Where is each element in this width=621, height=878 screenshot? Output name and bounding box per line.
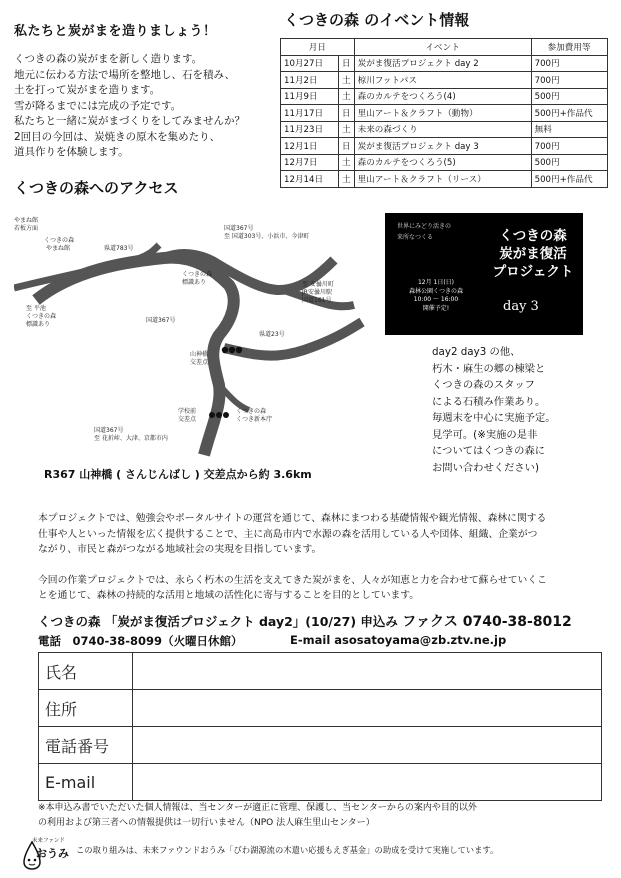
svg-text:学校前: 学校前 <box>178 408 197 415</box>
event-fee: 500円+作品代 <box>531 171 607 188</box>
header-event: イベント <box>354 39 531 56</box>
poster-info-line: 開催予定! <box>422 304 450 312</box>
logo-small-text: 未来ファンド <box>32 838 65 844</box>
fund-logo <box>22 836 70 872</box>
svg-text:交差点: 交差点 <box>190 359 209 366</box>
side-note <box>432 344 610 476</box>
svg-text:交差点: 交差点 <box>178 416 197 423</box>
apply-text: くつきの森 「炭がま復活プロジェクト day2」(10/27) 申込み <box>38 614 398 629</box>
name-field[interactable] <box>133 653 602 690</box>
svg-text:至 安曇川町: 至 安曇川町 <box>302 281 334 288</box>
event-name: 未来の森づくり <box>354 121 531 138</box>
side-note-line: お問い合わせください) <box>432 461 539 474</box>
event-day: 土 <box>339 171 355 188</box>
event-name: 森のカルテをつくろう(4) <box>354 88 531 105</box>
form-row-name <box>39 653 602 690</box>
svg-text:至 平池 <box>26 304 46 312</box>
privacy-line: の利用および第三者への情報提供は一切行いません（NPO 法人麻生里山センター） <box>38 817 375 828</box>
side-note-line: 朽木・麻生の郷の棟梁と <box>432 362 546 375</box>
event-date: 12月1日 <box>281 138 339 155</box>
side-note-line: くつきの森のスタッフ <box>432 379 535 391</box>
form-label-phone: 電話番号 <box>39 727 133 764</box>
event-date: 11月17日 <box>281 105 339 122</box>
access-map <box>14 210 366 458</box>
privacy-line: ※本申込み書でいただいた個人情報は、当センターが適正に管理、保護し、当センターからの案内や目的以外 <box>38 803 477 813</box>
event-date: 11月9日 <box>281 88 339 105</box>
event-row <box>281 105 608 122</box>
event-name: 炭がま復活プロジェクト day 3 <box>354 138 531 155</box>
svg-text:標識あり: 標識あり <box>26 321 51 328</box>
map-label-wakaita: 若板方面 <box>14 225 39 232</box>
event-fee: 無料 <box>531 121 607 138</box>
form-row-phone <box>39 727 602 764</box>
svg-text:JR安曇川駅: JR安曇川駅 <box>302 289 332 296</box>
poster-title-line: 炭がま復活 <box>499 246 567 262</box>
project-line: 今回の作業プロジェクトでは、永らく朽木の生活を支えてきた炭がまを、人々が知恵と力を合わせて蘇らせていくこ <box>38 574 547 586</box>
poster-title-line: プロジェクト <box>492 264 574 280</box>
event-name: 里山アート＆クラフト（動物） <box>354 105 531 122</box>
map-label-yamane: やまね館 <box>14 217 39 224</box>
event-fee: 700円 <box>531 55 607 72</box>
intro-line: 私たちと一緒に炭がまづくりをしてみませんか？ <box>14 115 245 127</box>
intro-line: 雪が降るまでには完成の予定です。 <box>14 99 182 112</box>
event-fee: 500円+作品代 <box>531 105 607 122</box>
poster-title <box>485 227 581 281</box>
svg-text:くつきの森: くつきの森 <box>182 271 213 278</box>
event-row <box>281 121 608 138</box>
project-line: ながり、市民と森がつながる地域社会の実現を目指しています。 <box>38 544 322 555</box>
email-field[interactable] <box>133 764 602 801</box>
project-line: 本プロジェクトでは、勉強会やポータルサイトの運営を通じて、森林にまつわる基礎情報や観光情報、森林に関する <box>38 513 547 524</box>
svg-text:くつきの森: くつきの森 <box>236 408 267 415</box>
intro-line: 2回目の今回は、炭焼きの原木を集めたり、 <box>14 130 221 143</box>
event-fee: 700円 <box>531 72 607 89</box>
privacy-notice <box>38 801 608 830</box>
svg-text:標識あり: 標識あり <box>182 279 207 286</box>
side-note-line: 毎週末を中心に実施予定。 <box>432 412 556 424</box>
svg-text:やまね館: やまね館 <box>46 245 71 252</box>
event-day: 日 <box>339 138 355 155</box>
event-name: 森のカルテをつくろう(5) <box>354 154 531 171</box>
svg-text:くつきの森: くつきの森 <box>26 313 57 320</box>
project-line: 仕事や人といった情報を広く提供することで、主に高島市内で水源の森を活用している人や団体、組織、企業がつ <box>38 528 538 540</box>
tel-number: 電話 0740-38-8099（火曜日休館） <box>38 634 243 648</box>
address-field[interactable] <box>133 690 602 727</box>
event-day: 土 <box>339 72 355 89</box>
event-row <box>281 154 608 171</box>
svg-text:至 国道303号、小浜市、今津町: 至 国道303号、小浜市、今津町 <box>224 233 310 240</box>
event-row <box>281 55 608 72</box>
event-day: 土 <box>339 154 355 171</box>
event-date: 12月14日 <box>281 171 339 188</box>
intersection-dot <box>223 412 229 418</box>
events-header-row <box>281 39 608 56</box>
intro-body <box>14 52 276 161</box>
intersection-dot <box>236 347 242 353</box>
intro-line: 地元に伝わる方法で場所を整地し、石を積み、 <box>14 68 236 81</box>
map-label-pref783: 県道783号 <box>104 245 134 252</box>
event-row <box>281 72 608 89</box>
intersection-dot <box>222 347 228 353</box>
event-name: 椋川フットパス <box>354 72 531 89</box>
poster-day: day 3 <box>503 299 539 314</box>
road-pref-23 <box>224 322 362 356</box>
svg-text:県道23号 <box>259 330 285 338</box>
intro-title: 私たちと炭がまを造りましょう！ <box>14 24 217 39</box>
events-title: くつきの森 のイベント情報 <box>284 11 470 29</box>
project-line: とを通じて、森林の持続的な活用と地域の活性化に寄与することを目的としています。 <box>38 590 420 601</box>
svg-text:くつき新本庁: くつき新本庁 <box>236 416 273 423</box>
svg-text:国道367号: 国道367号 <box>224 225 254 232</box>
svg-text:山神橋: 山神橋 <box>190 351 209 358</box>
footer-text: この取り組みは、未来ファウンドおうみ「びわ湖源流の木遣い応援もえぎ基金」の助成を受けて実施しています。 <box>76 845 499 855</box>
poster-title-line: くつきの森 <box>499 228 567 244</box>
header-fee: 参加費用等 <box>531 39 607 56</box>
side-note-line: についてはくつきの森に <box>432 445 546 457</box>
poster-info-line: 森林公園くつきの森 <box>408 287 463 295</box>
svg-text:至 花折峠、大津、京都市内: 至 花折峠、大津、京都市内 <box>94 435 168 442</box>
form-label-name: 氏名 <box>39 653 133 690</box>
event-date: 11月23日 <box>281 121 339 138</box>
intersection-dot <box>209 412 215 418</box>
map-label-pref23: 県道23号 <box>259 331 285 338</box>
svg-text:国道367号: 国道367号 <box>94 427 124 434</box>
svg-text:やまね館 <box>14 216 38 224</box>
intersection-dot <box>216 412 222 418</box>
header-date: 月日 <box>281 39 355 56</box>
svg-text:若板方面 <box>14 224 38 232</box>
side-note-line: day2 day3 の他、 <box>432 346 521 358</box>
poster-info-line: 12月 1日(日) <box>417 279 455 286</box>
event-date: 11月2日 <box>281 72 339 89</box>
phone-field[interactable] <box>133 727 602 764</box>
logo-big-text: おうみ <box>36 847 69 860</box>
poster-info <box>405 279 467 313</box>
map-label-nat367-mid: 国道367号 <box>146 317 176 324</box>
event-poster <box>385 213 583 335</box>
event-day: 土 <box>339 88 355 105</box>
event-date: 10月27日 <box>281 55 339 72</box>
apply-heading <box>38 611 572 631</box>
email-address: E-mail asosatoyama@zb.ztv.ne.jp <box>290 633 507 647</box>
intro-line: 道具作りを体験します。 <box>14 146 129 158</box>
svg-text:国道161号: 国道161号 <box>302 297 332 304</box>
svg-text:くつきの森: くつきの森 <box>44 237 75 244</box>
form-label-address: 住所 <box>39 690 133 727</box>
event-name: 里山アート＆クラフト（リース） <box>354 171 531 188</box>
event-day: 日 <box>339 105 355 122</box>
events-body <box>281 55 608 187</box>
event-day: 日 <box>339 55 355 72</box>
side-note-line: 見学可。(※実施の是非 <box>432 428 538 441</box>
svg-text:県道783号 <box>104 244 133 252</box>
event-date: 12月7日 <box>281 154 339 171</box>
event-day: 土 <box>339 121 355 138</box>
events-table <box>280 38 608 188</box>
intersection-dot <box>229 347 235 353</box>
poster-tagline: 世界にみどり活きの 来所なつくる <box>397 223 452 241</box>
form-label-email: E-mail <box>39 764 133 801</box>
event-fee: 500円 <box>531 154 607 171</box>
event-fee: 700円 <box>531 138 607 155</box>
poster-info-line: 10:00 〜 16:00 <box>413 296 459 303</box>
fax-number: ファクス 0740-38-8012 <box>402 614 572 630</box>
form-row-email <box>39 764 602 801</box>
map-note: R367 山神橋 ( さんじんばし ) 交差点から約 3.6km <box>44 468 312 481</box>
form-row-address <box>39 690 602 727</box>
application-form <box>38 652 602 801</box>
project-description <box>38 511 598 604</box>
access-title: くつきの森へのアクセス <box>14 179 179 197</box>
event-name: 炭がま復活プロジェクト day 2 <box>354 55 531 72</box>
intro-line: くつきの森の炭がまを新しく造ります。 <box>14 53 203 65</box>
event-row <box>281 171 608 188</box>
svg-text:国道367号 <box>146 316 175 324</box>
map-label-hiraike: 至 平池 <box>26 305 46 312</box>
event-row <box>281 88 608 105</box>
event-fee: 500円 <box>531 88 607 105</box>
event-row <box>281 138 608 155</box>
intro-line: 土を打って炭がまを造ります。 <box>14 84 161 96</box>
side-note-line: による石積み作業あり。 <box>432 395 546 408</box>
